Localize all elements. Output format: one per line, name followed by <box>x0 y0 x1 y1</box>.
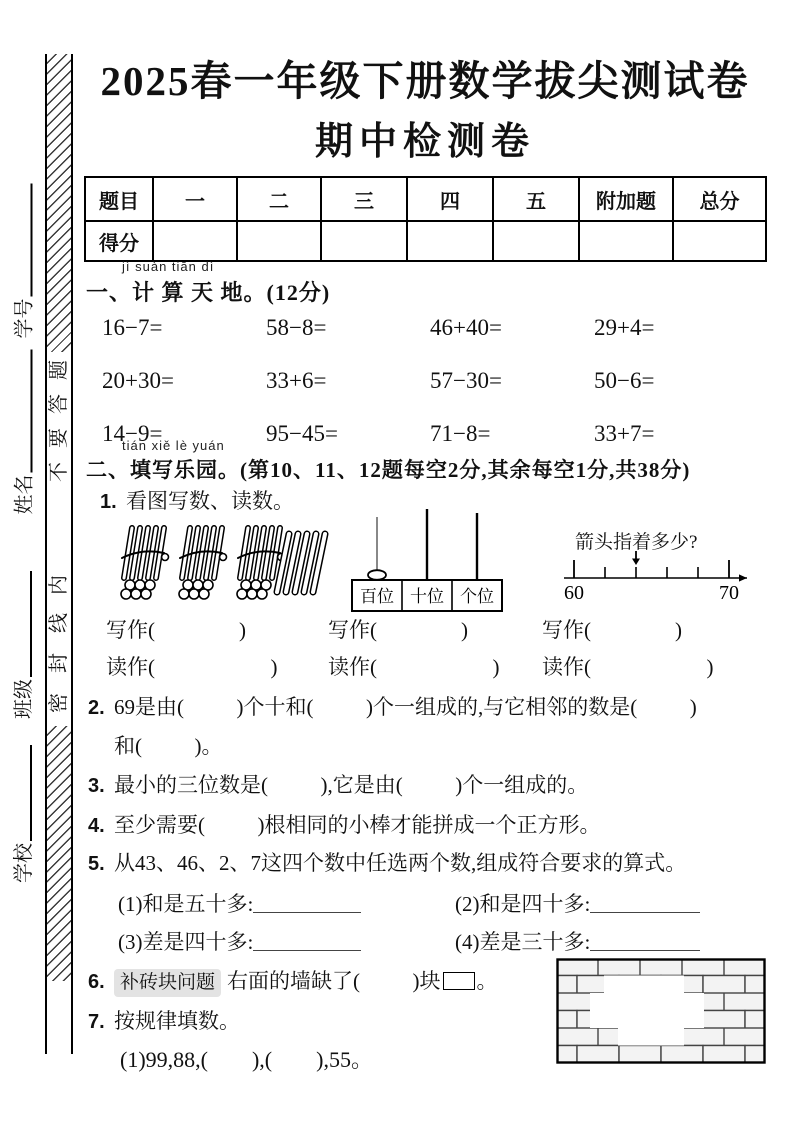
question-4-text: 至少需要( )根相同的小棒才能拼成一个正方形。 <box>114 813 601 837</box>
write-as-label: 写作( ) <box>542 618 682 642</box>
answer-blank-line <box>590 896 700 913</box>
question-2-number: 2. <box>88 697 105 719</box>
number-line-figure <box>560 548 756 606</box>
question-7-line1 <box>120 1046 793 1073</box>
answer-blank-line <box>590 934 700 951</box>
section-one-pinyin: jì suàn tiān dì <box>122 259 215 274</box>
question-5-subrow-1 <box>118 888 778 918</box>
question-5 <box>88 850 783 878</box>
score-col-header: 四 <box>407 177 493 221</box>
hundreds-place-label: 百位 <box>360 587 394 606</box>
section-one-heading: 一、计 算 天 地。(12分) <box>86 280 331 305</box>
question-4-number: 4. <box>88 815 105 837</box>
write-as-label: 写作( ) <box>106 618 246 642</box>
calc-problem: 14−9= <box>102 421 163 446</box>
numberline-start-label: 60 <box>564 582 584 604</box>
question-2-text-line1: 69是由( )个十和( )个一组成的,与它相邻的数是( ) <box>114 695 697 719</box>
question-2 <box>88 694 783 722</box>
question-6-text: 右面的墙缺了( )块 <box>227 969 441 993</box>
question-3-number: 3. <box>88 775 105 797</box>
calculation-grid <box>102 315 758 447</box>
read-as-label: 读作( ) <box>106 655 278 679</box>
score-col-header: 总分 <box>673 177 766 221</box>
seal-char: 题 <box>48 360 70 380</box>
score-col-header: 二 <box>237 177 321 221</box>
question-7-sequence: (1)99,88,( ),( ),55。 <box>120 1047 373 1072</box>
question-2-line2 <box>114 733 793 760</box>
answer-blank-line <box>253 896 361 913</box>
seal-line-band <box>45 54 73 1054</box>
stick-bundle <box>179 528 227 599</box>
name-field <box>9 350 37 515</box>
student-id-label: 学号 <box>13 298 36 339</box>
exam-subtitle: 期中检测卷 <box>314 121 535 163</box>
read-as-label: 读作( ) <box>328 655 500 679</box>
name-label: 姓名 <box>13 474 36 515</box>
score-cell-empty <box>153 221 237 261</box>
question-5-number: 5. <box>88 853 105 875</box>
calc-problem: 33+6= <box>266 368 327 393</box>
score-col-header: 一 <box>153 177 237 221</box>
class-field <box>8 571 36 719</box>
calc-problem: 29+4= <box>594 315 655 340</box>
score-cell-empty <box>673 221 766 261</box>
score-table-score-row <box>85 221 766 261</box>
q5-item-label: (4)差是三十多: <box>455 930 591 954</box>
calc-problem: 33+7= <box>594 421 655 446</box>
score-col-header: 题目 <box>85 177 153 221</box>
question-4 <box>88 812 783 840</box>
score-col-header: 五 <box>493 177 579 221</box>
tens-place-label: 十位 <box>410 587 444 606</box>
read-as-label: 读作( ) <box>542 655 714 679</box>
question-2-text-line2: 和( )。 <box>114 734 223 758</box>
score-cell-empty <box>237 221 321 261</box>
question-1-number: 1. <box>100 491 117 513</box>
question-3 <box>88 772 783 800</box>
brick-rect-icon <box>443 972 475 990</box>
score-cell-empty <box>321 221 407 261</box>
score-table <box>84 176 767 262</box>
write-read-group-3 <box>542 612 714 686</box>
student-id-field <box>9 184 37 339</box>
counter-bead <box>368 570 386 580</box>
calc-problem: 95−45= <box>266 421 338 446</box>
seal-char: 答 <box>48 394 70 414</box>
q5-item-label: (1)和是五十多: <box>118 892 254 916</box>
question-6-topic-badge: 补砖块问题 <box>114 969 221 997</box>
calc-problem: 50−6= <box>594 368 655 393</box>
score-col-header: 附加题 <box>579 177 673 221</box>
ones-place-label: 个位 <box>460 587 494 606</box>
loose-sticks <box>277 534 325 592</box>
score-cell-empty <box>493 221 579 261</box>
score-row-label: 得分 <box>85 221 153 261</box>
seal-char: 密 <box>48 693 70 713</box>
school-field <box>8 745 36 883</box>
calc-problem: 46+40= <box>430 315 502 340</box>
arrow-question-label: 箭头指着多少? <box>575 532 698 553</box>
question-7-text: 按规律填数。 <box>114 1009 240 1033</box>
score-table-header-row <box>85 177 766 221</box>
school-label: 学校 <box>13 843 35 883</box>
q5-item-label: (3)差是四十多: <box>118 930 254 954</box>
place-value-counter-figure <box>344 503 512 615</box>
class-label: 班级 <box>13 679 35 719</box>
question-1-text: 看图写数、读数。 <box>126 489 294 513</box>
stick-bundle <box>121 528 169 599</box>
calc-problem: 57−30= <box>430 368 502 393</box>
name-blank-line <box>31 350 33 473</box>
seal-char: 封 <box>48 653 70 673</box>
section-two-heading: 二、填写乐园。(第10、11、12题每空2分,其余每空1分,共38分) <box>86 458 691 482</box>
question-7 <box>88 1008 528 1036</box>
question-5-text: 从43、46、2、7这四个数中任选两个数,组成符合要求的算式。 <box>114 851 687 875</box>
stick-bundles-figure <box>120 522 332 617</box>
school-blank-line <box>30 745 32 841</box>
calc-problem: 16−7= <box>102 315 163 340</box>
question-6 <box>88 968 558 997</box>
seal-char: 线 <box>48 613 70 633</box>
down-arrow-icon <box>632 551 640 565</box>
exam-title: 2025春一年级下册数学拔尖测试卷 <box>100 58 750 104</box>
score-col-header: 三 <box>321 177 407 221</box>
calc-problem: 71−8= <box>430 421 491 446</box>
seal-hatch-top <box>47 54 71 352</box>
q5-item-label: (2)和是四十多: <box>455 892 591 916</box>
section-two-pinyin: tián xiě lè yuán <box>122 438 225 453</box>
seal-char: 要 <box>48 428 70 448</box>
calc-problem: 20+30= <box>102 368 174 393</box>
calc-problem: 58−8= <box>266 315 327 340</box>
question-5-subrow-2 <box>118 926 778 956</box>
seal-hatch-bottom <box>47 726 71 981</box>
question-3-text: 最小的三位数是( ),它是由( )个一组成的。 <box>114 773 589 797</box>
seal-char: 不 <box>48 462 70 482</box>
question-6-text-end: 。 <box>476 969 498 993</box>
numberline-end-label: 70 <box>719 582 739 604</box>
write-as-label: 写作( ) <box>328 618 468 642</box>
answer-blank-line <box>253 934 361 951</box>
score-cell-empty <box>407 221 493 261</box>
student-id-blank-line <box>31 184 33 297</box>
score-cell-empty <box>579 221 673 261</box>
seal-char: 内 <box>48 575 70 595</box>
question-6-number: 6. <box>88 971 105 993</box>
question-7-number: 7. <box>88 1011 105 1033</box>
write-read-group-2 <box>328 612 500 686</box>
write-read-group-1 <box>106 612 278 686</box>
class-blank-line <box>30 571 32 677</box>
axis-arrowhead-icon <box>739 574 747 581</box>
